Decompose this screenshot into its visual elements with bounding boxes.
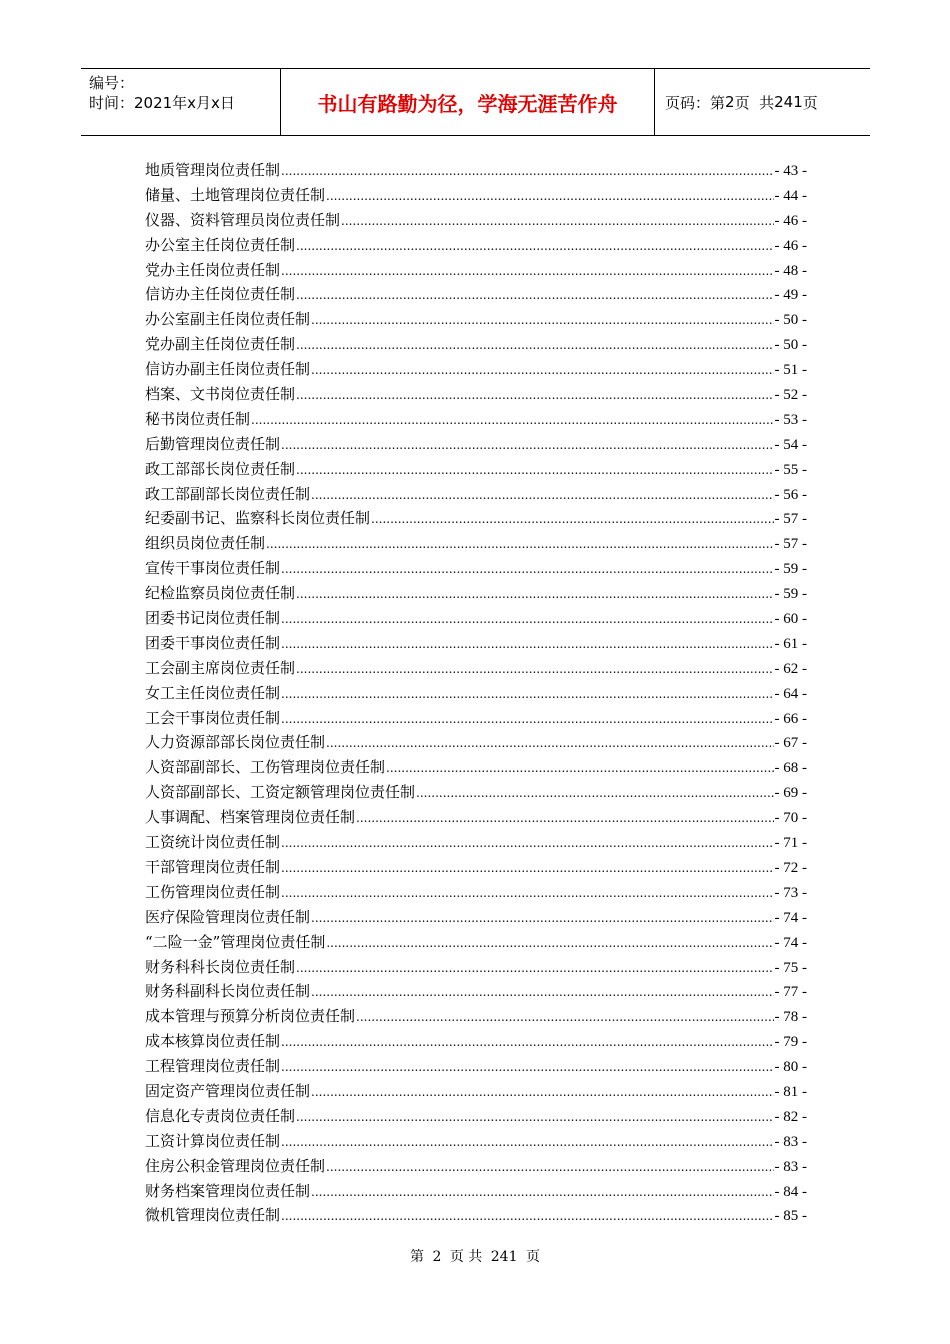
toc-entry[interactable] — [145, 631, 807, 656]
toc-entry-title: 财务科科长岗位责任制 — [145, 957, 296, 976]
toc-entry-page: - 55 - — [774, 461, 807, 478]
toc-entry[interactable] — [145, 407, 807, 432]
toc-leader-dots — [296, 657, 773, 682]
toc-leader-dots — [311, 1180, 773, 1205]
toc-entry[interactable] — [145, 307, 807, 332]
toc-entry-page: - 54 - — [774, 436, 807, 453]
toc-entry-page: - 84 - — [774, 1183, 807, 1200]
page-label: 页码：第 — [665, 93, 726, 112]
toc-entry-title: 纪委副书记、监察科长岗位责任制 — [145, 509, 371, 528]
toc-entry-page: - 64 - — [774, 685, 807, 702]
toc-entry[interactable] — [145, 805, 807, 830]
header-meta — [81, 69, 281, 135]
toc-entry[interactable] — [145, 1054, 807, 1079]
toc-entry-title: 团委书记岗位责任制 — [145, 609, 281, 628]
toc-leader-dots — [281, 1055, 773, 1080]
toc-leader-dots — [281, 159, 773, 184]
toc-entry[interactable] — [145, 930, 807, 955]
toc-entry[interactable] — [145, 482, 807, 507]
toc-entry[interactable] — [145, 681, 807, 706]
toc-entry-title: 住房公积金管理岗位责任制 — [145, 1156, 326, 1175]
toc-entry[interactable] — [145, 606, 807, 631]
toc-leader-dots — [311, 358, 773, 383]
toc-leader-dots — [281, 1204, 773, 1229]
toc-entry[interactable] — [145, 282, 807, 307]
toc-entry-page: - 82 - — [774, 1108, 807, 1125]
page-mid: 页 共 — [734, 93, 775, 112]
toc-entry-page: - 57 - — [774, 511, 807, 528]
toc-entry-title: 工资计算岗位责任制 — [145, 1131, 281, 1150]
toc-leader-dots — [356, 806, 773, 831]
toc-entry-title: 固定资产管理岗位责任制 — [145, 1081, 311, 1100]
toc-leader-dots — [281, 682, 773, 707]
toc-entry[interactable] — [145, 1154, 807, 1179]
number-label: 编号： — [89, 74, 135, 92]
toc-entry[interactable] — [145, 183, 807, 208]
toc-leader-dots — [296, 383, 773, 408]
toc-entry-title: 工资统计岗位责任制 — [145, 833, 281, 852]
footer-total: 241 — [490, 1249, 518, 1265]
toc-leader-dots — [386, 756, 773, 781]
toc-entry-page: - 59 - — [774, 561, 807, 578]
toc-entry-title: 办公室副主任岗位责任制 — [145, 310, 311, 329]
page-current: 2 — [725, 93, 735, 111]
toc-entry[interactable] — [145, 730, 807, 755]
toc-leader-dots — [311, 1080, 773, 1105]
toc-entry-title: 政工部部长岗位责任制 — [145, 459, 296, 478]
toc-entry-title: 财务档案管理岗位责任制 — [145, 1181, 311, 1200]
toc-leader-dots — [281, 1130, 773, 1155]
toc-entry[interactable] — [145, 905, 807, 930]
toc-leader-dots — [296, 283, 773, 308]
toc-entry-title: 财务科副科长岗位责任制 — [145, 982, 311, 1001]
toc-entry-page: - 83 - — [774, 1133, 807, 1150]
toc-leader-dots — [326, 931, 773, 956]
toc-entry-page: - 66 - — [774, 710, 807, 727]
toc-entry[interactable] — [145, 581, 807, 606]
toc-entry[interactable] — [145, 357, 807, 382]
toc-leader-dots — [266, 532, 773, 557]
toc-entry-page: - 52 - — [774, 387, 807, 404]
table-of-contents — [145, 158, 807, 1228]
toc-entry[interactable] — [145, 1179, 807, 1204]
toc-entry[interactable] — [145, 656, 807, 681]
toc-entry-page: - 62 - — [774, 660, 807, 677]
toc-entry-title: “二险一金”管理岗位责任制 — [145, 932, 326, 951]
toc-entry-title: 工程管理岗位责任制 — [145, 1057, 281, 1076]
toc-leader-dots — [311, 906, 773, 931]
toc-entry[interactable] — [145, 830, 807, 855]
toc-entry-title: 工会干事岗位责任制 — [145, 708, 281, 727]
toc-leader-dots — [341, 209, 773, 234]
toc-entry-title: 医疗保险管理岗位责任制 — [145, 907, 311, 926]
toc-entry[interactable] — [145, 979, 807, 1004]
toc-entry[interactable] — [145, 1203, 807, 1228]
toc-entry-title: 档案、文书岗位责任制 — [145, 385, 296, 404]
toc-entry[interactable] — [145, 755, 807, 780]
toc-entry-page: - 70 - — [774, 810, 807, 827]
toc-entry-title: 政工部副部长岗位责任制 — [145, 484, 311, 503]
toc-entry[interactable] — [145, 233, 807, 258]
toc-entry-title: 干部管理岗位责任制 — [145, 857, 281, 876]
footer-prefix: 第 — [410, 1249, 425, 1265]
page-end: 页 — [802, 93, 818, 112]
toc-leader-dots — [311, 980, 773, 1005]
toc-entry-page: - 44 - — [774, 187, 807, 204]
toc-leader-dots — [296, 582, 773, 607]
toc-leader-dots — [371, 507, 773, 532]
toc-entry-page: - 48 - — [774, 262, 807, 279]
toc-entry-title: 地质管理岗位责任制 — [145, 161, 281, 179]
toc-entry-page: - 74 - — [774, 934, 807, 951]
toc-leader-dots — [281, 831, 773, 856]
toc-entry[interactable] — [145, 706, 807, 731]
toc-leader-dots — [311, 483, 773, 508]
toc-entry-title: 成本管理与预算分析岗位责任制 — [145, 1007, 356, 1026]
toc-entry-title: 成本核算岗位责任制 — [145, 1032, 281, 1051]
toc-entry-page: - 57 - — [774, 536, 807, 553]
time-label: 时间：2021年x月x日 — [89, 94, 235, 112]
toc-entry[interactable] — [145, 880, 807, 905]
toc-leader-dots — [281, 856, 773, 881]
page-total: 241 — [774, 93, 803, 111]
toc-entry-page: - 67 - — [774, 735, 807, 752]
toc-entry-title: 微机管理岗位责任制 — [145, 1206, 281, 1225]
toc-leader-dots — [296, 234, 773, 259]
toc-entry-title: 党办副主任岗位责任制 — [145, 335, 296, 354]
toc-leader-dots — [281, 557, 773, 582]
toc-entry-title: 仪器、资料管理员岗位责任制 — [145, 210, 341, 229]
toc-entry[interactable] — [145, 955, 807, 980]
toc-leader-dots — [296, 333, 773, 358]
toc-entry-title: 工伤管理岗位责任制 — [145, 882, 281, 901]
toc-entry-title: 信息化专责岗位责任制 — [145, 1106, 296, 1125]
toc-entry-page: - 72 - — [774, 859, 807, 876]
toc-entry-page: - 43 - — [774, 163, 807, 179]
toc-entry-page: - 49 - — [774, 287, 807, 304]
toc-entry-title: 办公室主任岗位责任制 — [145, 235, 296, 254]
toc-leader-dots — [296, 458, 773, 483]
toc-leader-dots — [356, 1005, 773, 1030]
toc-entry-page: - 73 - — [774, 884, 807, 901]
toc-entry-page: - 53 - — [774, 411, 807, 428]
toc-entry[interactable] — [145, 457, 807, 482]
toc-entry-title: 团委干事岗位责任制 — [145, 633, 281, 652]
footer-current: 2 — [432, 1249, 442, 1265]
toc-leader-dots — [296, 1105, 773, 1130]
toc-entry-page: - 79 - — [774, 1034, 807, 1051]
toc-entry-title: 女工主任岗位责任制 — [145, 683, 281, 702]
toc-entry[interactable] — [145, 1104, 807, 1129]
toc-entry[interactable] — [145, 432, 807, 457]
toc-entry-title: 人资部副部长、工伤管理岗位责任制 — [145, 758, 386, 777]
toc-entry-title: 信访办副主任岗位责任制 — [145, 360, 311, 379]
toc-leader-dots — [281, 259, 773, 284]
toc-entry-page: - 77 - — [774, 984, 807, 1001]
toc-entry-page: - 46 - — [774, 212, 807, 229]
toc-entry-title: 秘书岗位责任制 — [145, 409, 251, 428]
toc-entry-page: - 74 - — [774, 909, 807, 926]
toc-entry-title: 人事调配、档案管理岗位责任制 — [145, 808, 356, 827]
toc-leader-dots — [311, 308, 773, 333]
toc-entry[interactable] — [145, 1029, 807, 1054]
toc-leader-dots — [296, 956, 773, 981]
toc-entry-page: - 46 - — [774, 237, 807, 254]
toc-entry-title: 后勤管理岗位责任制 — [145, 434, 281, 453]
toc-entry-page: - 51 - — [774, 362, 807, 379]
toc-leader-dots — [281, 632, 773, 657]
page-footer — [0, 1246, 950, 1266]
toc-entry[interactable] — [145, 780, 807, 805]
toc-entry[interactable] — [145, 855, 807, 880]
toc-entry-page: - 78 - — [774, 1009, 807, 1026]
toc-entry-page: - 50 - — [774, 312, 807, 329]
footer-suffix: 页 — [525, 1249, 540, 1265]
toc-entry-page: - 83 - — [774, 1158, 807, 1175]
toc-entry-title: 工会副主席岗位责任制 — [145, 658, 296, 677]
page-header — [81, 68, 870, 136]
toc-entry[interactable] — [145, 1129, 807, 1154]
toc-entry[interactable] — [145, 1079, 807, 1104]
toc-leader-dots — [326, 731, 773, 756]
toc-entry-page: - 60 - — [774, 611, 807, 628]
toc-leader-dots — [281, 433, 773, 458]
toc-entry-page: - 50 - — [774, 337, 807, 354]
toc-entry-title: 信访办主任岗位责任制 — [145, 285, 296, 304]
toc-leader-dots — [281, 707, 773, 732]
header-motto: 书山有路勤为径，学海无涯苦作舟 — [281, 69, 655, 135]
toc-leader-dots — [251, 408, 773, 433]
toc-entry[interactable] — [145, 208, 807, 233]
toc-entry-page: - 68 - — [774, 760, 807, 777]
toc-entry[interactable] — [145, 158, 807, 183]
toc-entry-page: - 59 - — [774, 586, 807, 603]
toc-entry[interactable] — [145, 382, 807, 407]
toc-entry[interactable] — [145, 506, 807, 531]
toc-entry-title: 储量、土地管理岗位责任制 — [145, 185, 326, 204]
toc-entry-title: 人资部副部长、工资定额管理岗位责任制 — [145, 783, 416, 802]
toc-entry-page: - 80 - — [774, 1059, 807, 1076]
toc-entry-page: - 81 - — [774, 1083, 807, 1100]
toc-entry-page: - 69 - — [774, 785, 807, 802]
toc-entry-title: 纪检监察员岗位责任制 — [145, 584, 296, 603]
toc-entry[interactable] — [145, 1004, 807, 1029]
toc-entry-title: 人力资源部部长岗位责任制 — [145, 733, 326, 752]
toc-entry-page: - 85 - — [774, 1208, 807, 1225]
toc-leader-dots — [281, 607, 773, 632]
toc-entry-title: 党办主任岗位责任制 — [145, 260, 281, 279]
toc-entry[interactable] — [145, 332, 807, 357]
toc-leader-dots — [281, 881, 773, 906]
toc-entry[interactable] — [145, 531, 807, 556]
toc-entry-page: - 71 - — [774, 835, 807, 852]
toc-leader-dots — [416, 781, 773, 806]
toc-entry-page: - 75 - — [774, 959, 807, 976]
header-page-info — [655, 69, 870, 135]
toc-entry[interactable] — [145, 556, 807, 581]
toc-entry[interactable] — [145, 258, 807, 283]
toc-leader-dots — [281, 1030, 773, 1055]
toc-leader-dots — [326, 184, 773, 209]
footer-mid: 页 共 — [449, 1249, 483, 1265]
toc-entry-page: - 61 - — [774, 635, 807, 652]
toc-entry-page: - 56 - — [774, 486, 807, 503]
toc-entry-title: 宣传干事岗位责任制 — [145, 559, 281, 578]
toc-leader-dots — [326, 1155, 773, 1180]
toc-entry-title: 组织员岗位责任制 — [145, 534, 266, 553]
